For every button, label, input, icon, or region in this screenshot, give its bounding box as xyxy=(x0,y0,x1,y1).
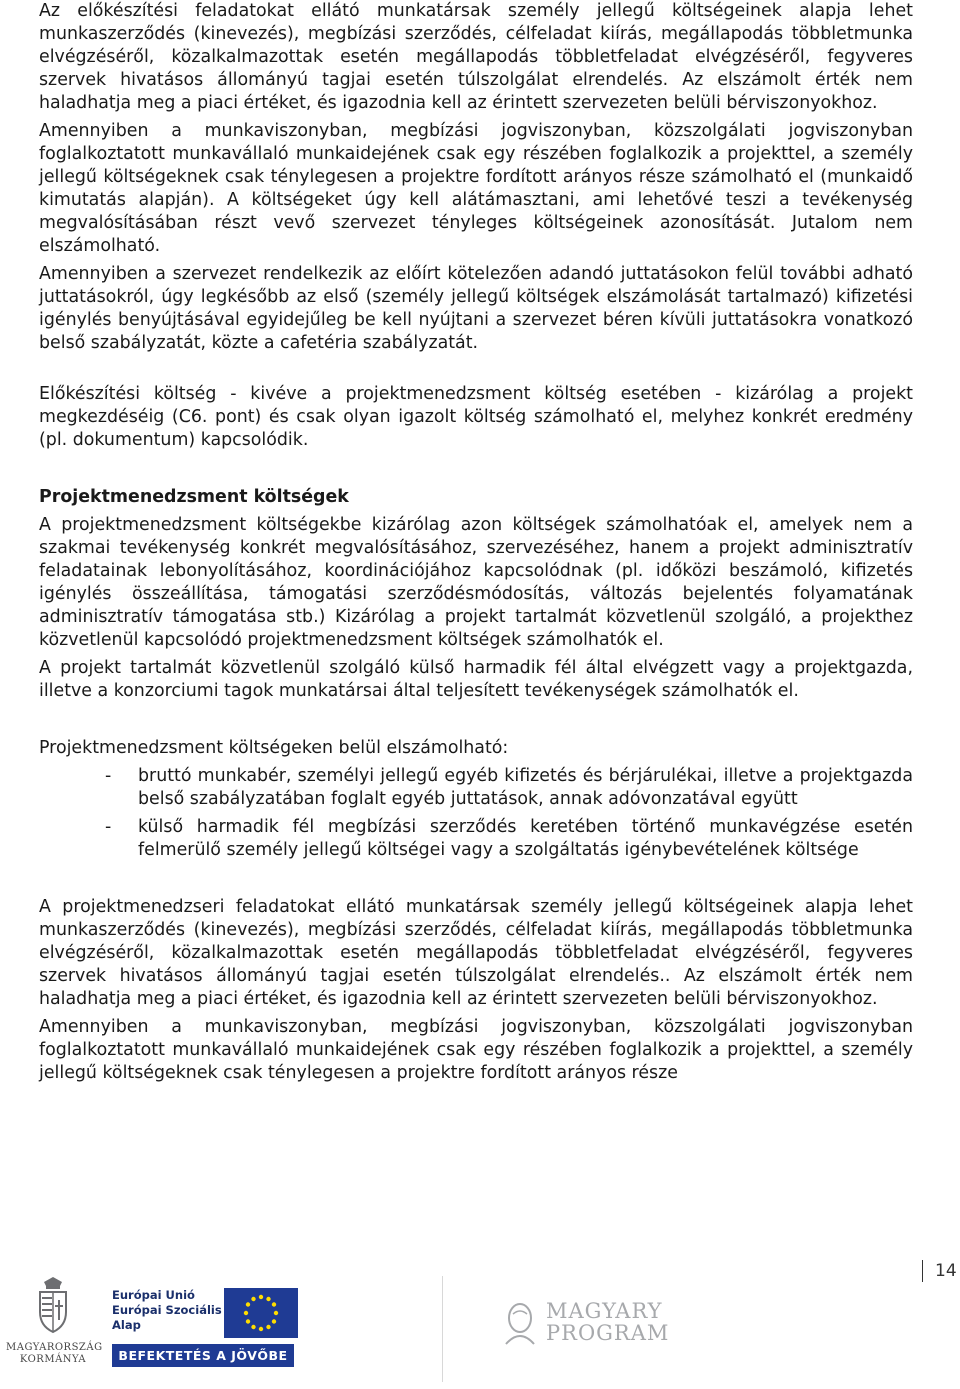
paragraph: Előkészítési költség - kivéve a projektmenedzsment költség esetében - kizárólag a projekt megkezdéséig (C6. pont) és csak olyan igazolt költség számolható el, melyhez konkrét eredmény (pl. dokumentum) kapcsolódik. xyxy=(39,384,913,450)
eu-text xyxy=(112,1288,222,1333)
page-number: 14 xyxy=(922,1260,957,1282)
list-item xyxy=(39,765,913,811)
paragraph: A projekt tartalmát közvetlenül szolgáló külső harmadik fél által elvégzett vagy a projektgazda, illetve a konzorciumi tagok munkatársai által teljesített tevékenységek számolhatók el. xyxy=(39,658,913,701)
paragraph: Amennyiben a munkaviszonyban, megbízási jogviszonyban, közszolgálati jogviszonyban foglalkoztatott munkavállaló munkaidejének csak egy részében foglalkozik a projekttel, a személy jellegű költségeknek csak ténylegesen a projektre fordított arányos része xyxy=(39,1017,913,1083)
magyary-line2: PROGRAM xyxy=(546,1321,670,1345)
list-dash: - xyxy=(105,766,112,786)
footer-divider xyxy=(442,1276,443,1382)
document-body xyxy=(39,0,913,1085)
magyary-portrait-icon xyxy=(500,1300,540,1346)
gov-label-line2: KORMÁNYA xyxy=(19,1354,87,1365)
paragraph: A projektmenedzsment költségekbe kizárólag azon költségek számolhatóak el, amelyek nem a szakmai tevékenység konkrét megvalósításához, szervezéséhez, hanem a projekt adminisztratív feladatainak lebonyolításához, koordinációjához kapcsolódnak (pl. időközi beszámoló, kifizetés igénylés összeállítása, támogatási szerződésmódosítás, változás bejelentés folyamatának adminisztratív támogatása stb.) Kizárólag a projekt tartalmát közvetlenül szolgáló, a projekthez közvetlenül kapcsolódó projektmenedzsment költségek számolhatók el. xyxy=(39,515,913,650)
government-logo xyxy=(6,1276,103,1366)
section-heading: Projektmenedzsment költségek xyxy=(39,487,349,507)
list-item-text: külső harmadik fél megbízási szerződés keretében történő munkavégzése esetén felmerülő személy jellegű költségei vagy a szolgáltatás igénybevételének költsége xyxy=(138,817,913,860)
magyary-line1: MAGYARY xyxy=(546,1299,663,1323)
list-item xyxy=(39,816,913,862)
paragraph: Amennyiben a szervezet rendelkezik az előírt kötelezően adandó juttatásokon felül további adható juttatásokról, úgy legkésőbb az első (személy jellegű költségek elszámolását tartalmazó) kifizetési igénylés benyújtásával egyidejűleg be kell nyújtani a szervezet béren kívüli juttatásokra vonatkozó belső szabályzatát, közte a cafetéria szabályzatát. xyxy=(39,264,913,353)
paragraph: Amennyiben a munkaviszonyban, megbízási jogviszonyban, közszolgálati jogviszonyban foglalkoztatott munkavállaló munkaidejének csak egy részében foglalkozik a projekttel, a személy jellegű költségeknek csak ténylegesen a projektre fordított arányos része számolható el (munkaidő kimutatás alapján). A költségeket úgy kell alátámasztani, ami lehetővé teszi a tevékenység megvalósításában részt vevő szervezet tényleges költségeinek azonosítását. Jutalom nem elszámolható. xyxy=(39,121,913,256)
eu-line3: Alap xyxy=(112,1318,141,1332)
eu-line2: Európai Szociális xyxy=(112,1303,222,1317)
gov-label-line1: MAGYARORSZÁG xyxy=(6,1342,103,1353)
list-item-text: bruttó munkabér, személyi jellegű egyéb kifizetés és bérjárulékai, illetve a projektgazda belső szabályzatában foglalt egyéb juttatások, annak adóvonzatával együtt xyxy=(138,766,913,809)
bullet-list xyxy=(39,765,913,862)
eu-line1: Európai Unió xyxy=(112,1288,195,1302)
footer xyxy=(0,1270,960,1389)
eu-slogan-bar: BEFEKTETÉS A JÖVŐBE xyxy=(112,1344,294,1367)
paragraph: Az előkészítési feladatokat ellátó munkatársak személy jellegű költségeinek alapja lehet munkaszerződés (kinevezés), megbízási szerződés, célfeladat kiírás, megállapodás többletmunka elvégzéséről, közalkalmazottak esetén megállapodás többletfeladat elvégzéséről, fegyveres szervek hivatásos állományú tagjai esetén túlszolgálat elrendelés. Az elszámolt érték nem haladhatja meg a piaci értéket, és igazodnia kell az érintett szervezeten belüli bérviszonyokhoz. xyxy=(39,1,913,113)
eu-flag-icon xyxy=(224,1288,298,1338)
magyary-wordmark xyxy=(546,1300,669,1344)
paragraph: Projektmenedzsment költségeken belül elszámolható: xyxy=(39,738,509,758)
paragraph: A projektmenedzseri feladatokat ellátó munkatársak személy jellegű költségeinek alapja lehet munkaszerződés (kinevezés), megbízási szerződés, célfeladat kiírás, megállapodás többletmunka elvégzéséről, közalkalmazottak esetén megállapodás többletfeladat elvégzéséről, fegyveres szervek hivatásos állományú tagjai esetén túlszolgálat elrendelés.. Az elszámolt érték nem haladhatja meg a piaci értéket, és igazodnia kell az érintett szervezeten belüli bérviszonyokhoz. xyxy=(39,897,913,1009)
coat-of-arms-icon xyxy=(32,1276,74,1338)
magyary-logo xyxy=(500,1299,670,1350)
list-dash: - xyxy=(105,817,112,837)
